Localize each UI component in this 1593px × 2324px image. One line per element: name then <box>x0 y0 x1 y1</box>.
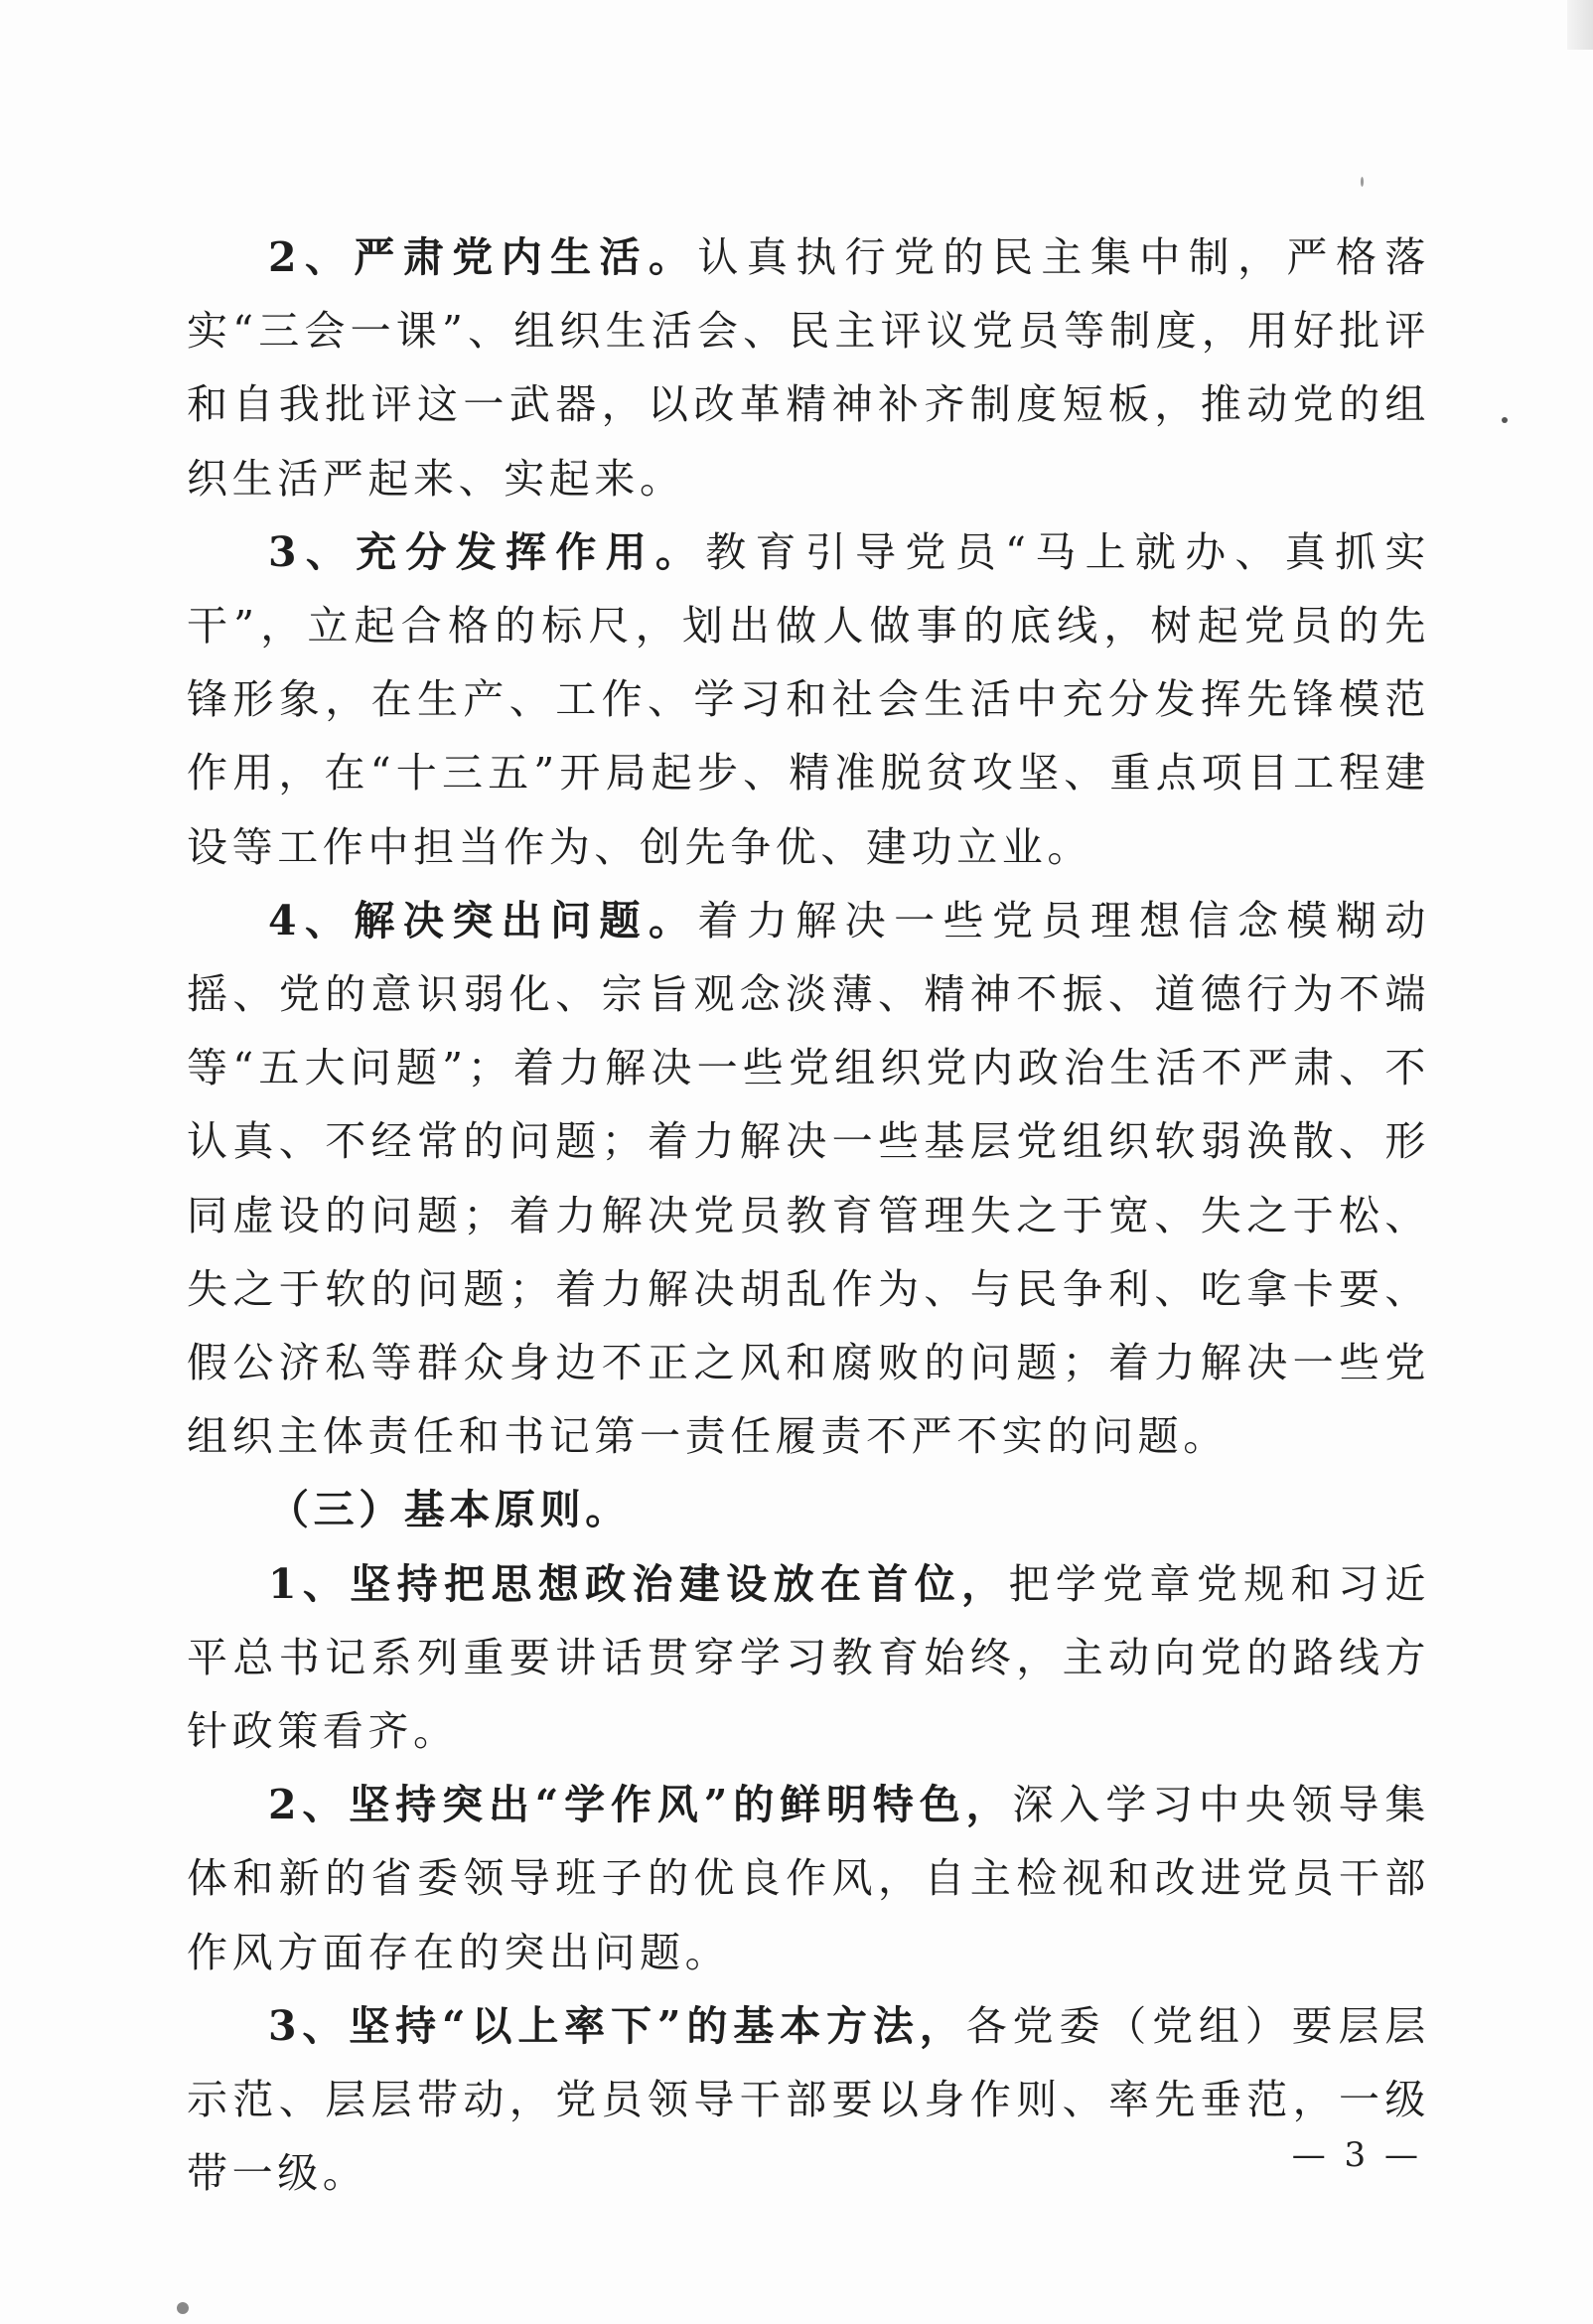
paragraph-strict-party-life <box>187 220 1430 515</box>
paragraph-text: 认真执行党的民主集中制，严格落实“三会一课”、组织生活会、民主评议党员等制度，用好批评和自我批评这一武器，以改革精神补齐制度短板，推动党的组织生活严起来、实起来。 <box>187 233 1430 503</box>
principle-1 <box>187 1547 1430 1769</box>
principle-text: 各党委（党组）要层层示范、层层带动，党员领导干部要以身作则、率先垂范，一级带一级。 <box>187 2001 1431 2198</box>
paragraph-play-role <box>187 515 1430 884</box>
scan-speck <box>1502 417 1508 423</box>
paragraph-heading: 4、解决突出问题。 <box>268 896 698 944</box>
principle-2 <box>187 1768 1430 1989</box>
principle-heading: 2、坚持突出“学作风”的鲜明特色， <box>268 1781 1013 1829</box>
paragraph-text: 教育引导党员“马上就办、真抓实干”，立起合格的标尺，划出做人做事的底线，树起党员的先锋形象，在生产、工作、学习和社会生活中充分发挥先锋模范作用，在“十三五”开局起步、精准脱贫攻坚、重点项目工程建设等工作中担当作为、创先争优、建功立业。 <box>187 527 1430 871</box>
principle-3 <box>187 1989 1430 2211</box>
paragraph-heading: 2、严肃党内生活。 <box>268 233 698 281</box>
principle-heading: 3、坚持“以上率下”的基本方法， <box>268 2001 966 2050</box>
paragraph-text: 着力解决一些党员理想信念模糊动摇、党的意识弱化、宗旨观念淡薄、精神不振、道德行为不端等“五大问题”；着力解决一些党组织党内政治生活不严肃、不认真、不经常的问题；着力解决一些基层党组织软弱涣散、形同虚设的问题；着力解决党员教育管理失之于宽、失之于松、失之于软的问题；着力解决胡乱作为、与民争利、吃拿卡要、假公济私等群众身边不正之风和腐败的问题；着力解决一些党组织主体责任和书记第一责任履责不严不实的问题。 <box>187 896 1430 1461</box>
document-body <box>187 220 1430 2210</box>
paragraph-heading: 3、充分发挥作用。 <box>268 527 706 576</box>
scan-edge-mark <box>1567 0 1593 50</box>
principle-text: 深入学习中央领导集体和新的省委领导班子的优良作风，自主检视和改进党员干部作风方面存在的突出问题。 <box>187 1781 1430 1976</box>
principle-text: 把学党章党规和习近平总书记系列重要讲话贯穿学习教育始终，主动向党的路线方针政策看齐。 <box>187 1559 1430 1756</box>
paragraph-solve-problems <box>187 884 1430 1474</box>
scan-speck <box>1361 177 1364 187</box>
scan-speck <box>177 2302 189 2314</box>
page-number: — 3 — <box>1291 2135 1422 2175</box>
section-heading-basic-principles: （三）基本原则。 <box>268 1486 631 1534</box>
principle-heading: 1、坚持把思想政治建设放在首位， <box>268 1559 1009 1608</box>
